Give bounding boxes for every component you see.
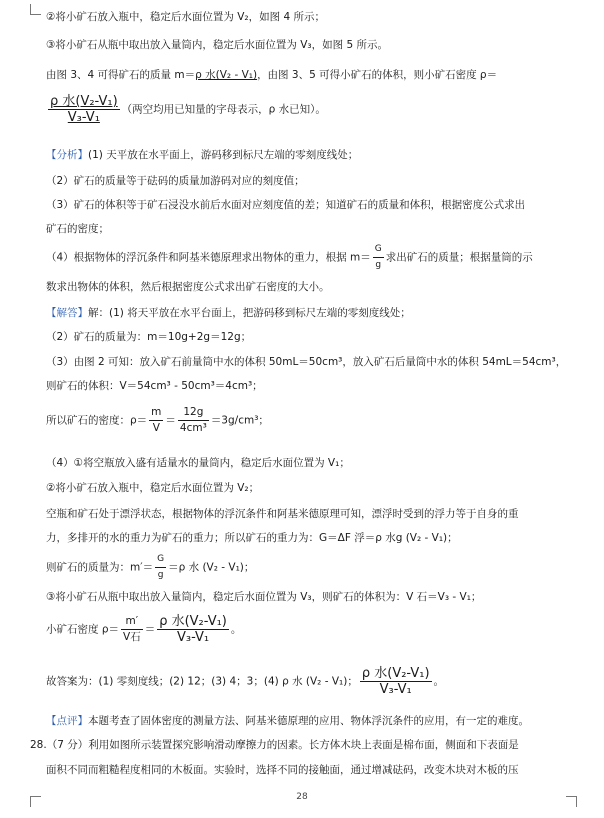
analysis-line: 【分析】(1) 天平放在水平面上，游码移到标尺左端的零刻度线处；: [46, 149, 359, 161]
text-line: 小矿石密度 ρ＝ $\frac{m'}{\text{V石}}$ ＝ $\frac{\text{ρ 水(V₂-V₁)}}{\text{V₃-V₁}}$ 。: [46, 614, 242, 645]
text-line: 数求出物体的体积，然后根据密度公式求出矿石密度的大小。: [46, 281, 330, 293]
crop-mark-bottom-right: [566, 796, 577, 807]
answer-blank-mass: ρ 水(V₂ - V₁): [195, 69, 258, 81]
text-line: 则矿石的体积：V＝54cm³ - 50cm³＝4cm³；: [46, 380, 263, 392]
text-line: 由图 3、4 可得矿石的质量 m＝ρ 水(V₂ - V₁)，由图 3、5 可得小矿石的体积，则小矿石密度 ρ＝: [46, 69, 498, 81]
solution-tag: 【解答】: [46, 307, 88, 319]
text-line: （3）矿石的体积等于矿石浸没水前后水面对应刻度值的差；知道矿石的质量和体积，根据密度公式求出: [46, 199, 526, 211]
text-line: （2）矿石的质量等于砝码的质量加游码对应的刻度值；: [46, 175, 305, 187]
crop-mark-top-left: [30, 4, 41, 15]
question-line: 28.（7 分）利用如图所示装置探究影响滑动摩擦力的因素。长方体木块上表面是棉布面，侧面和下表面是: [30, 739, 519, 751]
text-line: 所以矿石的密度：ρ＝ $\frac{m}{V}$ ＝ $\frac{12g}{\text{4cm³}}$ ＝3g/cm³；: [46, 406, 269, 434]
text-line: ③将小矿石从瓶中取出放入量筒内，稳定后水面位置为 V₃，则矿石的体积为：V 石＝V₃ - V₁；: [46, 591, 482, 603]
crop-mark-bottom-left: [30, 796, 41, 807]
solution-line: 【解答】解：(1) 将天平放在水平台面上，把游码移到标尺左端的零刻度线处；: [46, 307, 411, 319]
text-line: 故答案为：(1) 零刻度线；(2) 12；(3) 4；3；(4) ρ 水 (V₂ - V₁)； $\frac{\text{ρ 水(V₂-V₁)}}{\text{V₃-V₁}}$ 。: [46, 666, 445, 697]
comment-line: 【点评】本题考查了固体密度的测量方法、阿基米德原理的应用、物体浮沉条件的应用，有一定的难度。: [46, 715, 529, 727]
text-line: （3）由图 2 可知：放入矿石前量筒中水的体积 50mL＝50cm³，放入矿石后量筒中水的体积 54mL＝54cm³，: [46, 356, 567, 368]
text-line: 则矿石的质量为：m′＝ $\frac{G}{g}$ ＝ρ 水 (V₂ - V₁)；: [46, 554, 255, 580]
text-line: （2）矿石的质量为：m＝10g+2g＝12g；: [46, 331, 252, 343]
text-line: 力，多排开的水的重力为矿石的重力；所以矿石的重力为：G＝ΔF 浮＝ρ 水g (V₂ - V₁)；: [46, 532, 458, 544]
text-line: ②将小矿石放入瓶中，稳定后水面位置为 V₂，如图 4 所示；: [46, 11, 325, 23]
text-line: $\frac{\text{ρ 水(V₂-V₁)}}{\text{V₃-V₁}}$ （两空均用已知量的字母表示，ρ 水已知）。: [50, 94, 326, 125]
text-line: 矿石的密度；: [46, 223, 109, 235]
text-line: （4）①将空瓶放入盛有适量水的量筒内，稳定后水面位置为 V₁；: [46, 457, 350, 469]
text-line: 面积不同而粗糙程度相同的木板面。实验时，选择不同的接触面，通过增减砝码，改变木块对木板的压: [46, 764, 519, 776]
answer-blank-density: $\frac{\text{ρ 水(V₂-V₁)}}{\text{V₃-V₁}}$: [50, 94, 118, 125]
comment-tag: 【点评】: [46, 715, 88, 727]
text-line: （4）根据物体的浮沉条件和阿基米德原理求出物体的重力，根据 m＝ $\frac{G}{g}$ 求出矿石的质量；根据量筒的示: [46, 244, 533, 270]
text-line: 空瓶和矿石处于漂浮状态，根据物体的浮沉条件和阿基米德原理可知，漂浮时受到的浮力等于自身的重: [46, 508, 519, 520]
page-number: 28: [296, 792, 308, 802]
analysis-tag: 【分析】: [46, 149, 88, 161]
text-line: ③将小矿石从瓶中取出放入量筒内，稳定后水面位置为 V₃，如图 5 所示。: [46, 39, 388, 51]
text-line: ②将小矿石放入瓶中，稳定后水面位置为 V₂；: [46, 482, 260, 494]
